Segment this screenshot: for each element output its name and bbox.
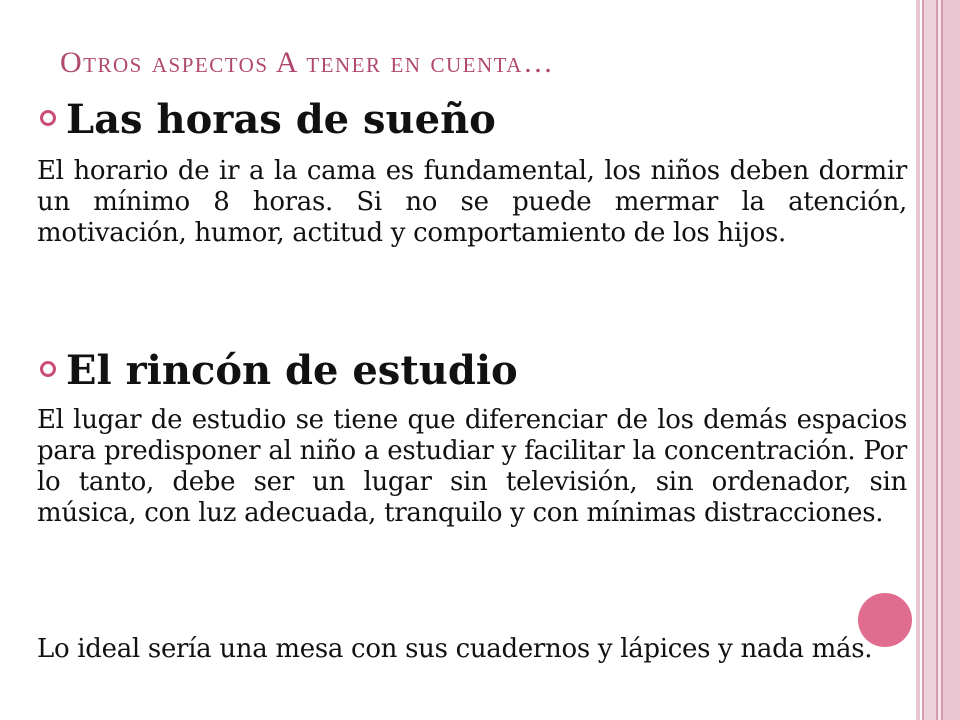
ring-bullet-icon — [40, 110, 56, 126]
ring-bullet-icon — [40, 361, 56, 377]
section-paragraph: El horario de ir a la cama es fundamental, los niños deben dormir un mínimo 8 horas. Si no se puede mermar la atención, motivación, humor, actitud y comportamiento de los hijos. — [37, 156, 907, 248]
decorative-stripe — [916, 0, 920, 720]
section-heading: El rincón de estudio — [66, 347, 518, 394]
section-paragraph: El lugar de estudio se tiene que diferenciar de los demás espacios para predisponer al niño a estudiar y facilitar la concentración. Por lo tanto, debe ser un lugar sin televisión, sin ordenador, sin música, con luz adecuada, tranquilo y con mínimas distracciones. — [37, 405, 907, 528]
section-paragraph: Lo ideal sería una mesa con sus cuadernos y lápices y nada más. — [37, 634, 873, 664]
slide-title: Otros aspectos A tener en cuenta… — [60, 46, 555, 79]
decorative-stripe — [943, 0, 960, 720]
section-heading: Las horas de sueño — [66, 96, 496, 143]
decorative-stripe — [924, 0, 936, 720]
